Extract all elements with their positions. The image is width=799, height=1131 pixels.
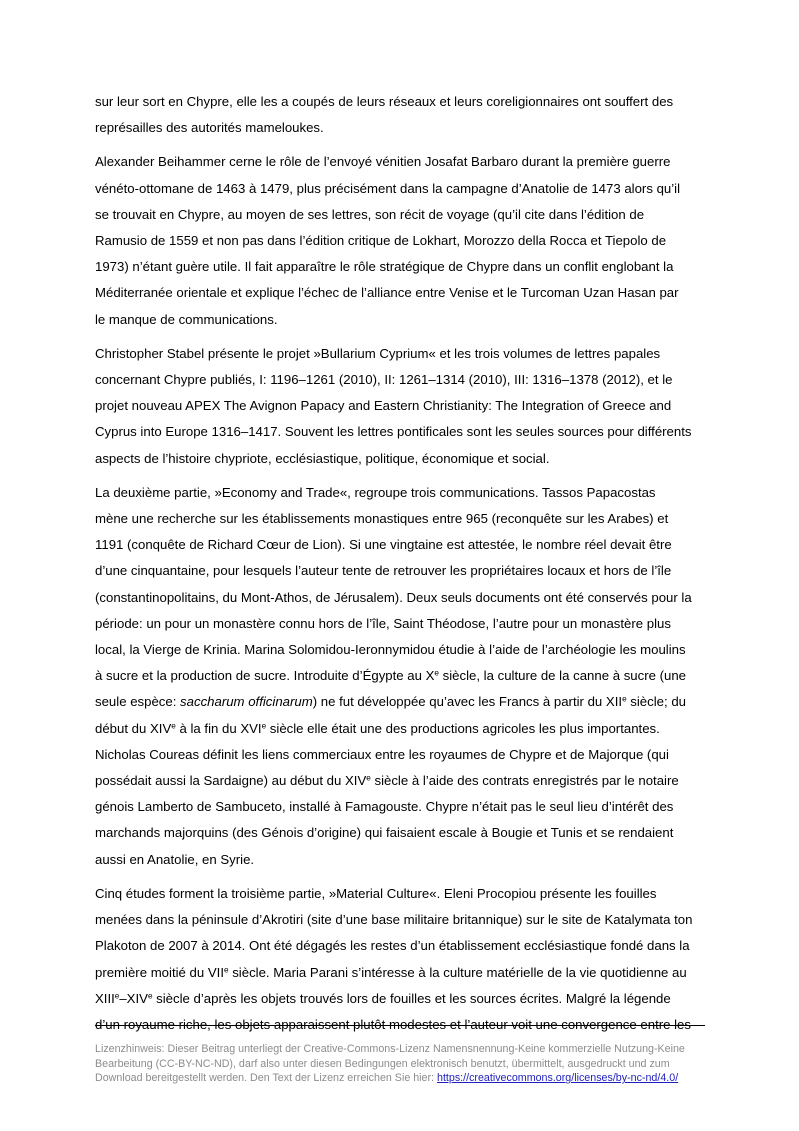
text-line: possédait aussi la Sardaigne) au début du XIVe siècle à l’aide des contrats enregistrés par le notaire [95,773,679,789]
text-line: XIIIe–XIVe siècle d’après les objets trouvés lors de fouilles et les sources écrites. Malgré la légende [95,990,671,1006]
text-line: d’un royaume riche, les objets apparaissent plutôt modestes et l’auteur voit une convergence entre les [95,1016,691,1032]
text-line: Cinq études forment la troisième partie, »Material Culture«. Eleni Procopiou présente les fouilles [95,885,657,901]
footer-line: Bearbeitung (CC-BY-NC-ND), darf also unter diesen Bedingungen elektronisch benutzt, übermittelt, ausgedruckt und zum [95,1057,670,1070]
text-line: mène une recherche sur les établissements monastiques entre 965 (reconquête sur les Arabes) et [95,511,669,527]
text-line: Méditerranée orientale et explique l’échec de l’alliance entre Venise et le Turcoman Uzan Hasan par [95,285,679,301]
text-line: 1973) n’étant guère utile. Il fait apparaître le rôle stratégique de Chypre dans un conflit englobant la [95,259,674,275]
text-line: d’une cinquantaine, pour lesquels l’auteur tente de retrouver les propriétaires locaux et hors de l’île [95,563,672,579]
body-text [95,89,707,1046]
paragraph [95,881,707,1038]
text-line: seule espèce: saccharum officinarum) ne fut développée qu’avec les Francs à partir du XIIe siècle; du [95,694,686,710]
text-line: Ramusio de 1559 et non pas dans l’édition critique de Lokhart, Morozzo della Rocca et Tiepolo de [95,233,667,249]
paragraph [95,149,707,332]
text-line: génois Lamberto de Sambuceto, installé à Famagouste. Chypre n’était pas le seul lieu d’intérêt des [95,799,674,815]
text-line: local, la Vierge de Krinia. Marina Solomidou-Ieronnymidou étudie à l’aide de l’archéologie les moulins [95,642,686,658]
text-line: se trouvait en Chypre, au moyen de ses lettres, son récit de voyage (qu’il cite dans l’édition de [95,206,645,222]
paragraph [95,89,707,141]
text-line: 1191 (conquête de Richard Cœur de Lion). Si une vingtaine est attestée, le nombre réel devait être [95,537,672,553]
text-line: (constantinopolitains, du Mont-Athos, de Jérusalem). Deux seuls documents ont été conservés pour la [95,589,692,605]
text-line: première moitié du VIIe siècle. Maria Parani s’intéresse à la culture matérielle de la vie quotidienne au [95,964,687,980]
text-line: marchands majorquins (des Génois d’origine) qui faisaient escale à Bougie et Tunis et se rendaient [95,825,674,841]
text-line: début du XIVe à la fin du XVIe siècle elle était une des productions agricoles les plus importantes. [95,720,660,736]
license-footer [95,1042,707,1086]
paragraph [95,341,707,472]
text-line: concernant Chypre publiés, I: 1196–1261 (2010), II: 1261–1314 (2010), III: 1316–1378 (2012), et le [95,372,673,388]
footer-line: Lizenzhinweis: Dieser Beitrag unterliegt der Creative-Commons-Lizenz Namensnennung-Keine kommerzielle Nutzung-Keine [95,1043,685,1055]
text-line: menées dans la péninsule d’Akrotiri (site d’une base militaire britannique) sur le site de Katalymata ton [95,912,693,928]
text-line: période: un pour un monastère connu hors de l’île, Saint Théodose, l’autre pour un monastère plus [95,615,671,631]
text-line: projet nouveau APEX The Avignon Papacy and Eastern Christianity: The Integration of Greece and [95,398,672,414]
text-line: Nicholas Coureas définit les liens commerciaux entre les royaumes de Chypre et de Majorque (qui [95,746,669,762]
license-link[interactable]: https://creativecommons.org/licenses/by-nc-nd/4.0/ [437,1072,679,1085]
text-line: représailles des autorités mameloukes. [95,120,324,136]
text-line: Plakoton de 2007 à 2014. Ont été dégagés les restes d’un établissement ecclésiastique fondé dans la [95,938,690,954]
text-line: aspects de l’histoire chypriote, ecclésiastique, politique, économique et social. [95,450,550,466]
text-line: à sucre et la production de sucre. Introduite d’Égypte au Xe siècle, la culture de la canne à sucre (une [95,668,687,684]
text-line: aussi en Anatolie, en Syrie. [95,851,255,867]
text-line: vénéto-ottomane de 1463 à 1479, plus précisément dans la campagne d’Anatolie de 1473 alors qu’il [95,180,681,196]
text-line: La deuxième partie, »Economy and Trade«, regroupe trois communications. Tassos Papacostas [95,484,656,500]
text-line: Cyprus into Europe 1316–1417. Souvent les lettres pontificales sont les seules sources pour différents [95,424,692,440]
text-line: Christopher Stabel présente le projet »Bullarium Cyprium« et les trois volumes de lettres papales [95,345,661,361]
text-line: sur leur sort en Chypre, elle les a coupés de leurs réseaux et leurs coreligionnaires ont souffert des [95,94,674,109]
text-line: Alexander Beihammer cerne le rôle de l’envoyé vénitien Josafat Barbaro durant la première guerre [95,154,671,170]
paragraph [95,480,707,873]
footer-line-text: Download bereitgestellt werden. Den Text der Lizenz erreichen Sie hier: [95,1072,437,1085]
footer-divider [95,1025,705,1026]
text-line: le manque de communications. [95,311,278,327]
footer-line [95,1071,707,1086]
